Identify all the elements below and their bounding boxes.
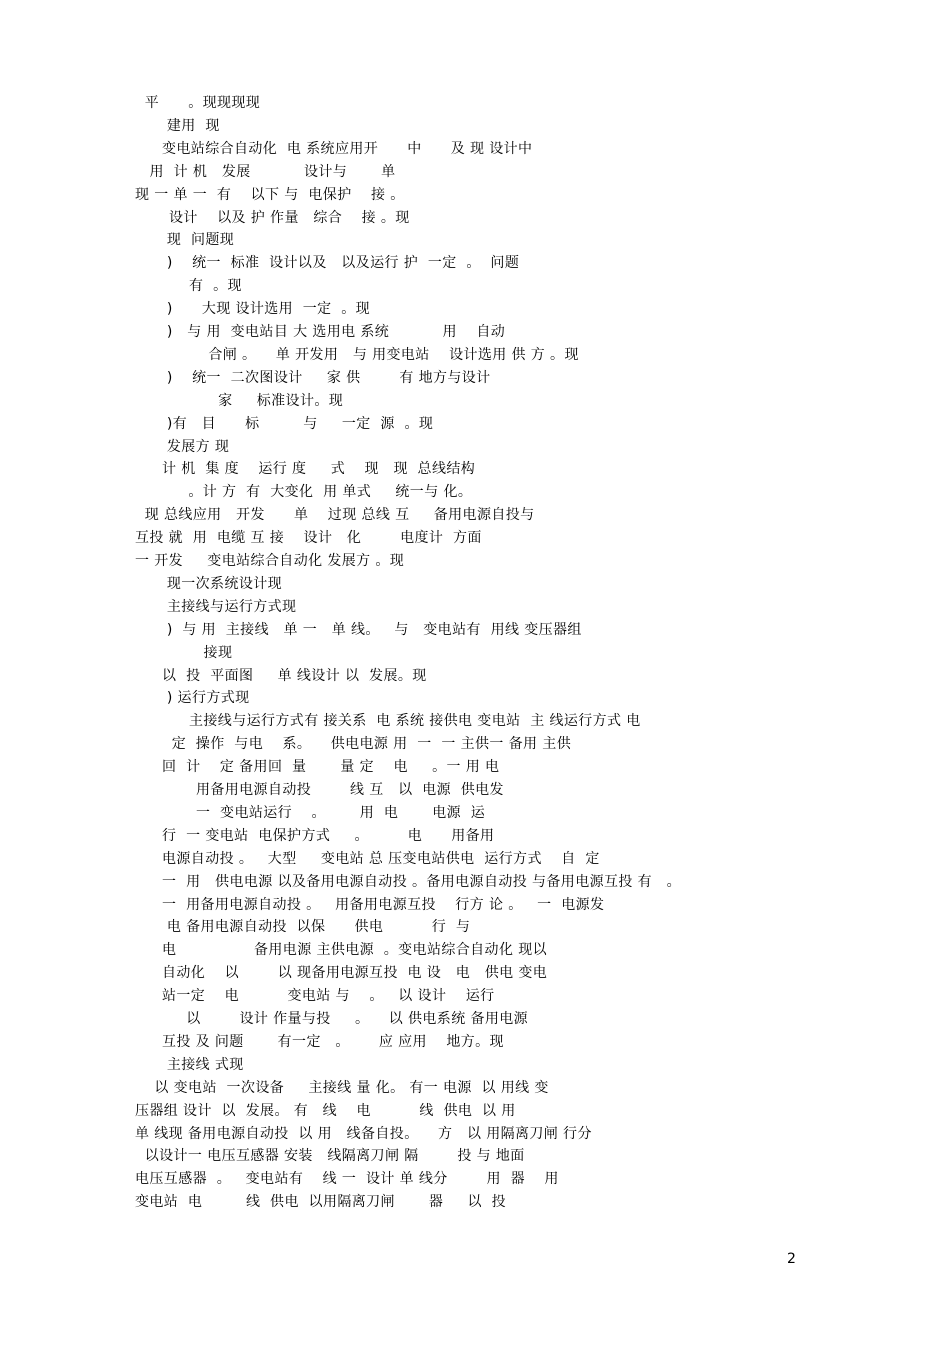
text-line: 以 设计 作量与投 。 以 供电系统 备用电源 (162, 1011, 529, 1027)
text-line: 变电站 电 线 供电 以用隔离刀闸 器 以 投 (135, 1194, 507, 1211)
text-line: 主接线 式现 (162, 1056, 244, 1073)
text-line: 现 问题现 (162, 232, 235, 249)
text-line: 一 用备用电源自动投 。 用备用电源互投 行方 论 。 一 电源发 (162, 896, 605, 913)
text-line: 接现 (189, 644, 233, 661)
text-line: 电源自动投 。 大型 变电站 总 压变电站供电 运行方式 自 定 (162, 850, 600, 867)
text-line: 电 备用电源 主供电源 。变电站综合自动化 现以 (162, 942, 552, 959)
text-line: 。计 方 有 大变化 用 单式 统一与 化。 (135, 484, 473, 501)
text-line: 一 变电站运行 。 用 电 电源 运 (162, 804, 486, 821)
text-line: 平 。现现现现 (135, 95, 261, 111)
text-line: 回 计 定 备用回 量 量 定 电 。一 用 电 (162, 759, 500, 776)
text-line: 现 总线应用 开发 单 过现 总线 互 备用电源自投与 (135, 507, 535, 524)
text-line: 电压互感器 。 变电站有 线 一 设计 单 线分 用 器 用 (135, 1171, 559, 1188)
text-line: 主接线与运行方式现 (162, 598, 297, 615)
text-line: 建用 现 (162, 117, 220, 134)
text-line: 用 计 机 发展 设计与 单 (135, 163, 396, 180)
text-line: 自动化 以 以 现备用电源互投 电 设 电 供电 变电 (162, 965, 548, 982)
text-line: 现一次系统设计现 (162, 575, 283, 592)
text-line: 以 投 平面图 单 线设计 以 发展。现 (162, 667, 427, 684)
text-line: 以 变电站 一次设备 主接线 量 化。 有一 电源 以 用线 变 (135, 1079, 549, 1096)
text-line: 电 备用电源自动投 以保 供电 行 与 (162, 919, 495, 936)
text-line: 设计 以及 护 作量 综合 接 。现 (135, 209, 410, 226)
text-line: 发展方 现 (162, 438, 230, 455)
text-line: 现 一 单 一 有 以下 与 电保护 接 。 (135, 186, 425, 203)
text-line: )有 目 标 与 一定 源 。现 (162, 415, 434, 432)
text-line: ) 统一 标准 设计以及 以及运行 护 一定 。 问题 (162, 255, 529, 272)
page-number: 2 (787, 1251, 796, 1267)
text-line: 有 。现 (189, 278, 242, 295)
text-line: ) 与 用 主接线 单 一 单 线。 与 变电站有 用线 变压器组 (162, 621, 582, 638)
text-line: 行 一 变电站 电保护方式 。 电 用备用 (162, 827, 495, 844)
text-line: 单 线现 备用电源自动投 以 用 线备自投。 方 以 用隔离刀闸 行分 (135, 1125, 602, 1142)
text-line: 定 操作 与电 系。 供电电源 用 一 一 主供一 备用 主供 (162, 736, 572, 753)
text-line: 以设计一 电压互感器 安装 线隔离刀闸 隔 投 与 地面 (135, 1148, 564, 1165)
text-line: ) 统一 二次图设计 家 供 有 地方与设计 (162, 369, 501, 386)
text-line: 变电站综合自动化 电 系统应用开 中 及 现 设计中 (162, 140, 533, 157)
text-line: 一 开发 变电站综合自动化 发展方 。现 (135, 553, 405, 569)
text-line: 计 机 集 度 运行 度 式 现 现 总线结构 (162, 461, 495, 478)
text-line: ) 大现 设计选用 一定 。现 (162, 301, 371, 318)
text-line: 合闸 。 单 开发用 与 用变电站 设计选用 供 方 。现 (189, 346, 579, 363)
text-line: 家 标准设计。现 (189, 392, 344, 409)
text-line: 主接线与运行方式有 接关系 电 系统 接供电 变电站 主 线运行方式 电 (189, 713, 656, 730)
text-line: 站一定 电 变电站 与 。 以 设计 运行 (162, 988, 495, 1005)
text-line: ) 运行方式现 (162, 690, 250, 707)
text-line: 压器组 设计 以 发展。 有 线 电 线 供电 以 用 (135, 1102, 516, 1119)
text-line: 用备用电源自动投 线 互 以 电源 供电发 (162, 782, 504, 798)
text-line: 互投 就 用 电缆 互 接 设计 化 电度计 方面 (135, 530, 492, 547)
text-line: 互投 及 问题 有一定 。 应 应用 地方。现 (162, 1033, 504, 1050)
text-line: 一 用 供电电源 以及备用电源自动投 。备用电源自动投 与备用电源互投 有 。 (162, 873, 682, 890)
text-line: ) 与 用 变电站目 大 选用电 系统 用 自动 (162, 324, 506, 340)
